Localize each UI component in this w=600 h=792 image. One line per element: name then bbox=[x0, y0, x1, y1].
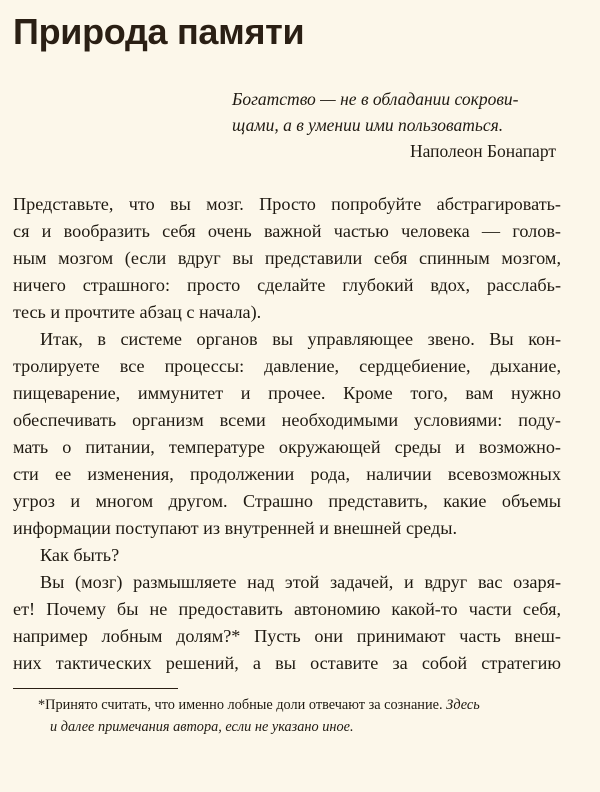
paragraph bbox=[13, 569, 561, 677]
text-line: ет! Почему бы не предоставить автономию какой-то части себя, bbox=[13, 599, 561, 619]
text-line: тролируете все процессы: давление, сердцебиение, дыхание, bbox=[13, 356, 561, 376]
epigraph-line: Богатство — не в обладании сокрови- bbox=[232, 89, 519, 109]
epigraph-author: Наполеон Бонапарт bbox=[409, 141, 556, 161]
text-line: них тактических решений, а вы оставите за собой стратегию bbox=[13, 653, 561, 673]
text-line: Вы (мозг) размышляете над этой задачей, и вдруг вас озаря- bbox=[40, 572, 561, 592]
text-line: пищеварение, иммунитет и прочее. Кроме того, вам нужно bbox=[13, 383, 561, 403]
text-line: сти ее изменения, продолжении рода, наличии всевозможных bbox=[13, 464, 561, 484]
text-line: мать о питании, температуре окружающей среды и возможно- bbox=[13, 437, 561, 457]
text-line: ным мозгом (если вдруг вы представили себя спинным мозгом, bbox=[13, 248, 561, 268]
text-line: Представьте, что вы мозг. Просто попробуйте абстрагировать- bbox=[13, 194, 561, 214]
text-line: тесь и прочтите абзац с начала). bbox=[13, 302, 262, 322]
footnote-text-italic: Здесь bbox=[446, 697, 480, 713]
text-line: обеспечивать организм всеми необходимыми условиями: поду- bbox=[13, 410, 561, 430]
paragraph bbox=[13, 191, 561, 326]
footnote-line: и далее примечания автора, если не указано иное. bbox=[50, 719, 354, 735]
body-text bbox=[13, 191, 561, 677]
paragraph bbox=[13, 326, 561, 542]
chapter-title: Природа памяти bbox=[13, 11, 305, 52]
text-line: ничего страшного: просто сделайте глубокий вдох, расслабь- bbox=[13, 275, 561, 295]
text-line: ся и вообразить себя очень важной частью человека — голов- bbox=[13, 221, 561, 241]
footnote-text: Принято считать, что именно лобные доли отвечают за сознание. bbox=[45, 697, 447, 713]
paragraph bbox=[13, 542, 561, 569]
text-line: Итак, в системе органов вы управляющее звено. Вы кон- bbox=[40, 329, 561, 349]
footnote-divider bbox=[13, 688, 178, 689]
text-line: Как быть? bbox=[40, 545, 120, 565]
text-line: информации поступают из внутренней и внешней среды. bbox=[13, 518, 457, 538]
epigraph bbox=[232, 86, 562, 164]
text-line: угроз и многом другом. Страшно представить, какие объемы bbox=[13, 491, 561, 511]
text-line: например лобным долям?* Пусть они принимают часть внеш- bbox=[13, 626, 561, 646]
footnote-marker: * bbox=[38, 697, 46, 713]
epigraph-line: щами, а в умении ими пользоваться. bbox=[232, 115, 504, 135]
footnote bbox=[38, 694, 564, 738]
footnote-line bbox=[38, 694, 564, 716]
